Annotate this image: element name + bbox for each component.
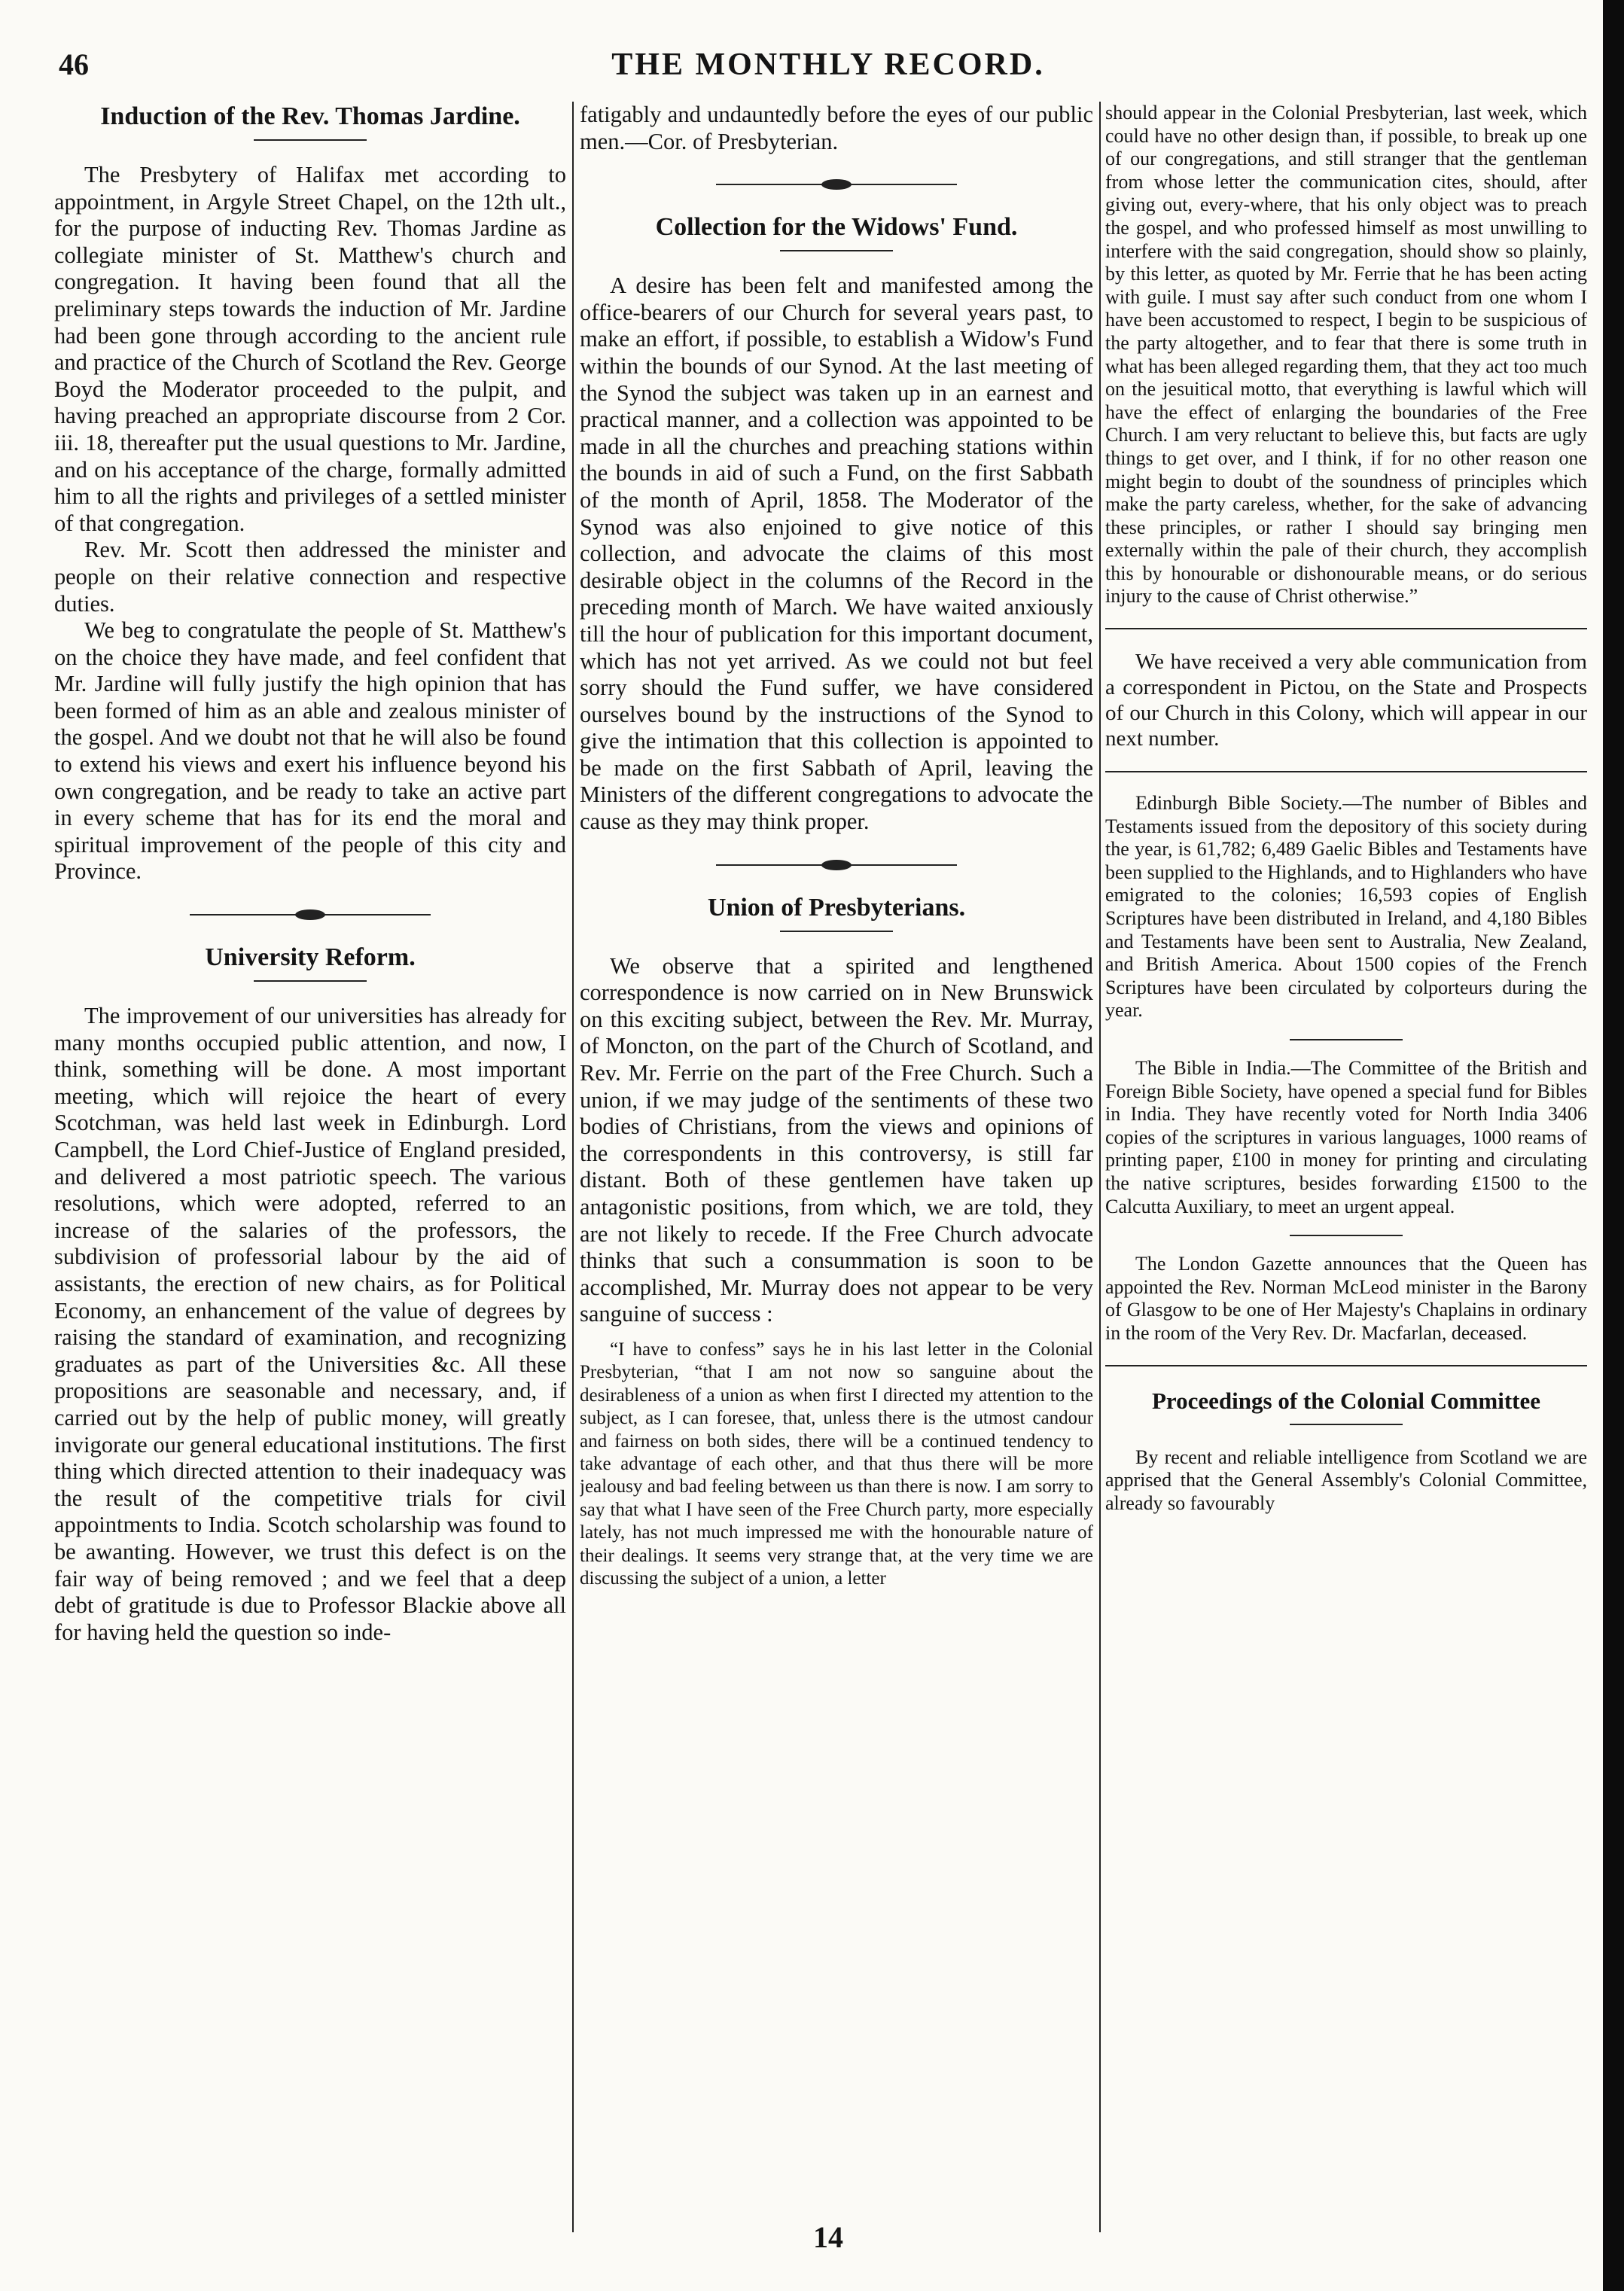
section-rule (1105, 628, 1587, 629)
edinburgh-bible-society: Edinburgh Bible Society.—The number of Bibles and Testaments issued from the depository of this society during the year, is 61,782; 6,489 Gaelic Bibles and Testaments have been supplied to the Highlands, and to Highlanders who have emigrated to the colonies; 16,593 copies of English Scriptures have been distributed in Ireland, and 4,180 Bibles and Testaments have been sent to Australia, New Zealand, and British America. About 1500 copies of the French Scriptures have been circulated by colporteurs during the year. (1105, 792, 1587, 1022)
union-paragraph: We observe that a spirited and lengthened correspondence is now carried on in New Brunswick on this exciting subject, between the Rev. Mr. Murray, of Moncton, on the part of the Church of Scotland, and Rev. Mr. Ferrie on the part of the Free Church. Such a union, if we may judge of the sentiments of these two bodies of Christians, from the views and opinions of the correspondents in this controversy, is still far distant. Both of these gentlemen have taken up antagonistic positions, from which, we are told, they are not likely to recede. If the Free Church advocate thinks that such a consummation is soon to be accomplished, Mr. Murray does not appear to be very sanguine of success : (580, 952, 1093, 1327)
title-rule (780, 250, 893, 251)
induction-paragraph-3: We beg to congratulate the people of St. Matthew's on the choice they have made, and feel confident that Mr. Jardine will fully justify the high opinion that has been formed of him as an able and zealous minister of the gospel. And we doubt not that he will also be found to extend his views and exert his influence beyond his own congregation, and be ready to take an active part in every scheme that has for its end the moral and spiritual improvement of the people of this city and Province. (54, 617, 566, 885)
column-divider (572, 102, 574, 2232)
title-rule (254, 139, 367, 141)
induction-paragraph-2: Rev. Mr. Scott then addressed the minister and people on their relative connection and respective duties. (54, 537, 566, 617)
running-title: THE MONTHLY RECORD. (611, 47, 1045, 82)
title-rule (254, 980, 367, 982)
university-title: University Reform. (205, 943, 416, 972)
section-ornament (716, 176, 957, 193)
page-header (53, 47, 1604, 99)
column-divider (1099, 102, 1101, 2232)
section-rule (1290, 1039, 1403, 1040)
widows-fund-title: Collection for the Widows' Fund. (655, 213, 1018, 242)
induction-title: Induction of the Rev. Thomas Jardine. (100, 102, 520, 130)
section-ornament (190, 906, 431, 923)
section-rule (1105, 771, 1587, 772)
section-rule (1105, 1365, 1587, 1366)
column-3 (1105, 102, 1587, 2202)
union-title: Union of Presbyterians. (707, 893, 966, 922)
column-1 (54, 102, 566, 2202)
scan-edge (1603, 0, 1624, 2291)
widows-fund-paragraph: A desire has been felt and manifested among the office-bearers of our Church for several years past, to make an effort, if possible, to establish a Widow's Fund within the bounds of our Synod. At the last meeting of the Synod the subject was taken up in an earnest and practical manner, and a collection was appointed to be made in all the churches and preaching stations within the bounds in aid of such a Fund, on the first Sabbath of the month of April, 1858. The Moderator of the Synod was also enjoined to give notice of this collection, and advocate the claims of this most desirable object in the columns of the Record in the preceding month of March. We have waited anxiously till the hour of publication for this important document, which has not yet arrived. As we could not but feel sorry should the Fund suffer, we have considered ourselves bound by the instructions of the Synod to give the intimation that this collection is appointed to be made on the first Sabbath of April, leaving the Ministers of the different congregations to advocate the cause as they may think proper. (580, 273, 1093, 835)
title-rule (1290, 1424, 1403, 1425)
bible-in-india: The Bible in India.—The Committee of the British and Foreign Bible Society, have opened a special fund for Bibles in India. They have recently voted for North India 3406 copies of the scriptures in various languages, 1000 reams of printing paper, £100 in money for printing and circulating the native scriptures, besides forwarding £1500 to the Calcutta Auxiliary, to meet an urgent appeal. (1105, 1057, 1587, 1217)
page-number: 46 (59, 47, 89, 81)
university-paragraph-1: The improvement of our universities has already for many months occupied public attention, and now, I think, something will be done. A most important meeting, which will rejoice the heart of every Scotchman, was held last week in Edinburgh. Lord Campbell, the Lord Chief-Justice of England presided, and delivered a most patriotic speech. The various resolutions, which were adopted, referred to an increase of the salaries of the professors, the subdivision of professorial labour by the aid of assistants, the erection of new chairs, as for Political Economy, an enhancement of the value of degrees by raising the standard of examination, and recognizing graduates as part of the Universities &c. All these propositions are seasonable and necessary, and, if carried out by the help of public money, will greatly invigorate our general educational institutions. The first thing which directed attention to their inadequacy was the result of the competitive trials for civil appointments to India. Scotch scholarship was found to be awanting. However, we trust this defect is on the fair way of being removed ; and we feel that a deep debt of gratitude is due to Professor Blackie above all for having held the question so inde- (54, 1003, 566, 1645)
london-gazette: The London Gazette announces that the Queen has appointed the Rev. Norman McLeod minister in the Barony of Glasgow to be one of Her Majesty's Chaplains in ordinary in the room of the Very Rev. Dr. Macfarlan, deceased. (1105, 1253, 1587, 1344)
title-rule (780, 931, 893, 932)
colonial-committee-paragraph: By recent and reliable intelligence from Scotland we are apprised that the General Assembly's Colonial Committee, already so favourably (1105, 1446, 1587, 1514)
colonial-committee-title: Proceedings of the Colonial Committee (1152, 1387, 1540, 1414)
induction-paragraph-1: The Presbytery of Halifax met according to appointment, in Argyle Street Chapel, on the 12th ult., for the purpose of inducting Rev. Thomas Jardine as collegiate minister of St. Matthew's church and congregation. It having been found that all the preliminary steps towards the induction of Mr. Jardine had been gone through according to the ancient rule and practice of the Church of Scotland the Rev. George Boyd the Moderator proceeded to the pulpit, and having preached an appropriate discourse from 2 Cor. iii. 18, thereafter put the usual questions to Mr. Jardine, and on his acceptance of the charge, formally admitted him to all the rights and privileges of a settled minister of that congregation. (54, 162, 566, 536)
union-quote-continuation: should appear in the Colonial Presbyterian, last week, which could have no other design than, if possible, to break up one of our congregations, and still stranger that the gentleman from whose letter the communication cites, should, after giving out, every-where, that his only object was to preach the gospel, and who professed himself as most unwilling to interfere with the said congregation, should show so plainly, by this letter, as quoted by Mr. Ferrie that he has been acting with guile. I must say after such conduct from one whom I have been accustomed to respect, I begin to be suspicious of the party altogether, and to fear that there is some truth in what has been alleged regarding them, that they act too much on the jesuitical motto, that everything is lawful which will have the effect of enlarging the boundaries of the Free Church. I am very reluctant to believe this, but facts are ugly things to get over, and I think, if for no other reason one might begin to doubt of the soundness of principles which make the party careless, whether, for the sake of advancing these principles, or rather I should say bringing men externally within the pale of their church, they accomplish this by honourable or dishonourable means, or do serious injury to the cause of Christ otherwise.” (1105, 102, 1587, 608)
communication-notice: We have received a very able communication from a correspondent in Pictou, on the State and Prospects of our Church in this Colony, which will appear in our next number. (1105, 650, 1587, 751)
column-2 (580, 102, 1093, 2202)
section-rule (1290, 1235, 1403, 1236)
university-continuation: fatigably and undauntedly before the eyes of our public men.—Cor. of Presbyterian. (580, 102, 1093, 154)
union-quote: “I have to confess” says he in his last letter in the Colonial Presbyterian, “that I am not now so sanguine about the desirableness of a union as when first I directed my attention to the subject, as I can foresee, that, unless there is the utmost candour and fairness on both sides, there will be a continued tendency to take advantage of each other, and that thus there will be more jealousy and bad feeling between us than there is now. I am sorry to say that what I have seen of the Free Church party, more especially lately, has not much impressed me with the honourable nature of their dealings. It seems very strange that, at the very time we are discussing the subject of a union, a letter (580, 1339, 1093, 1589)
section-ornament (716, 857, 957, 873)
folio-number: 14 (813, 2220, 843, 2254)
